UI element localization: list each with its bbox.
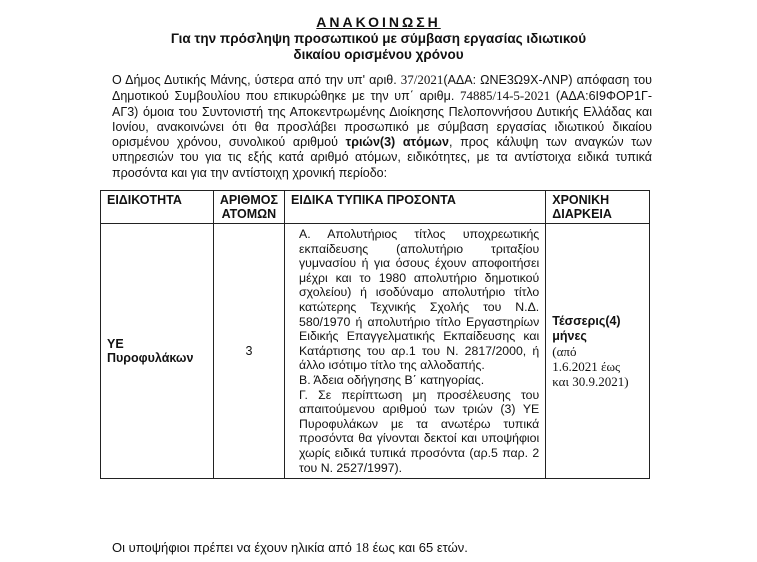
footer-text-2: έως και 65 ετών. <box>369 540 468 555</box>
header-qualifications: ΕΙΔΙΚΑ ΤΥΠΙΚΑ ΠΡΟΣΟΝΤΑ <box>285 191 546 224</box>
table-row <box>101 224 650 479</box>
header-count: ΑΡΙΘΜΟΣ ΑΤΟΜΩΝ <box>213 191 284 224</box>
footer-text-1: Οι υποψήφιοι πρέπει να έχουν ηλικία από <box>112 540 356 555</box>
announcement-title: ΑΝΑΚΟΙΝΩΣΗ <box>316 14 441 30</box>
intro-text-2: (ΑΔΑ: ΩΝΕ3Ω9Χ-ΛΝΡ) απόφαση του Δημοτικού Συμβουλίου που επικυρώθηκε με την υπ΄ αριθμ. <box>112 73 653 104</box>
cell-duration <box>546 224 650 479</box>
qualification-b: Β. Άδεια οδήγησης Β΄ κατηγορίας. <box>299 372 485 387</box>
duration-start: 1.6.2021 έως <box>552 358 621 374</box>
intro-paragraph <box>112 72 652 181</box>
footer-min-age: 18 <box>355 540 370 555</box>
intro-text-4: , προς κάλυψη των αναγκών των υπηρεσιών του για τις εξής κατά αριθμό ατόμων, ειδικότητες, με τα αντίστοιχα ειδικά τυπικά προσόντα και για την αντίστοιχη χρονική περίοδο: <box>112 135 652 180</box>
announcement-subtitle: Για την πρόσληψη προσωπικού με σύμβαση εργασίας ιδιωτικού δικαίου ορισμένου χρόνου <box>170 31 587 62</box>
intro-bold-count: τριών(3) ατόμων <box>345 135 449 150</box>
cell-qualifications <box>285 224 546 479</box>
cell-count: 3 <box>213 224 284 479</box>
header-specialty: ΕΙΔΙΚΟΤΗΤΑ <box>101 191 214 224</box>
intro-protocol-number: 74885/14-5-2021 <box>459 88 551 104</box>
age-requirement <box>112 540 468 556</box>
positions-table <box>100 190 650 479</box>
qualification-a: Α. Απολυτήριος τίτλος υποχρεωτικής εκπαίδευσης (απολυτήριο τριταξίου γυμνασίου ή για όσους έχουν αποφοιτήσει μέχρι και το 1980 απολυτήριο δημοτικού σχολείου) ή ισοδύναμο απολυτήριο τίτλο κατώτερης Τεχνικής Σχολής του Ν.Δ. 580/1970 ή απολυτήριο τίτλο Εργαστηρίων Ειδικής Επαγγελματικής Εκπαίδευσης και Κατάρτισης του αρ.1 του Ν. 2817/2000, ή άλλο ισότιμο τίτλο της αλλοδαπής. <box>299 227 540 373</box>
intro-decision-number: 37/2021 <box>400 72 444 87</box>
duration-from: (από <box>552 343 577 359</box>
intro-text-1: Ο Δήμος Δυτικής Μάνης, ύστερα από την υπ' αριθ. <box>112 73 401 87</box>
cell-specialty: ΥΕ Πυροφυλάκων <box>101 224 214 479</box>
qualification-c: Γ. Σε περίπτωση μη προσέλευσης του απαιτούμενου αριθμού των τριών (3) ΥΕ Πυροφυλάκων με τα ανωτέρω τυπικά προσόντα θα γίνονται δεκτοί και υποψήφιοι χωρίς ειδικά τυπικά προσόντα (αρ.5 παρ. 2 του Ν. 2527/1997). <box>299 387 540 475</box>
header-duration: ΧΡΟΝΙΚΗ ΔΙΑΡΚΕΙΑ <box>546 191 650 224</box>
duration-end: και 30.9.2021) <box>552 373 629 389</box>
table-header-row <box>101 191 650 224</box>
intro-text-3: (ΑΔΑ:6Ι9ΦΟΡ1Γ-ΑΓ3) όμοια του Συντονιστή της Αποκεντρωμένης Διοίκησης Πελοποννήσου Δυτικής Ελλάδας και Ιονίου, ανακοινώνει ότι θα προσλάβει προσωπικό με σύμβαση εργασίας ιδιωτικού δικαίου ορισμένου χρόνου, συνολικού αριθμού <box>112 89 653 150</box>
duration-main: Τέσσερις(4) μήνες <box>552 313 621 343</box>
